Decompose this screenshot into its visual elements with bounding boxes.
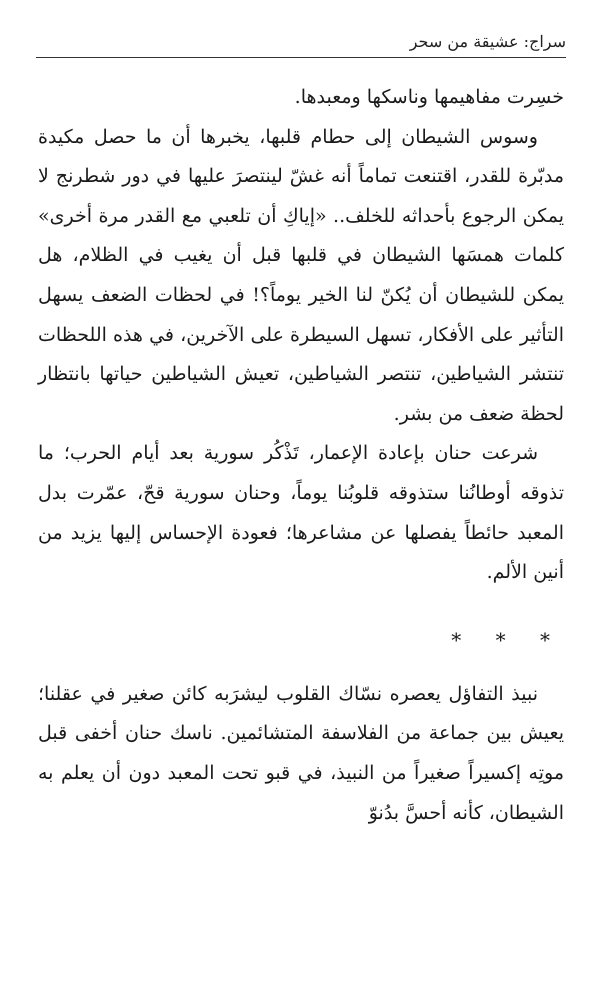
running-title: سراج: عشيقة من سحر xyxy=(409,32,566,51)
section-separator: * * * xyxy=(451,627,564,652)
paragraph-2: وسوس الشيطان إلى حطام قلبها، يخبرها أن ما حصل مكيدة مدبّرة للقدر، اقتنعت تماماً أنه غشّ لينتصرَ عليها في دور شطرنج لا يمكن الرجوع بأحداثه للخلف.. «إياكِ أن تلعبي مع القدر مرة أخرى» كلمات همسَها الشيطان في قلبها قبل أن يغيب في الظلام، هل يمكن للشيطان أن يُكنّ لنا الخير يوماً؟! في لحظات الضعف يسهل التأثير على الأفكار، تسهل السيطرة على الآخرين، في هذه اللحظات تنتشر الشياطين، تنتصر الشياطين، تعيش الشياطين حياتها بانتظار لحظة ضعف من بشر. xyxy=(38,125,564,425)
paragraph-4: نبيذ التفاؤل يعصره نسّاك القلوب ليشرَبه كائن صغير في عقلنا؛ يعيش بين جماعة من الفلاسفة المتشائمين. ناسك حنان أخفى قبل موتِه إكسيراً صغيراً من النبيذ، في قبو تحت المعبد دون أن يعلم به الشيطان، كأنه أحسَّ بدُنوّ xyxy=(38,682,564,824)
paragraph-3: شرعت حنان بإعادة الإعمار، تَذْكُر سورية بعد أيام الحرب؛ ما تذوقه أوطانُنا ستذوقه قلوبُنا يوماً، وحنان سورية قحّ، عمّرت بدل المعبد حائطاً يفصلها عن مشاعرها؛ فعودة الإحساس إليها يزيد من أنين الألم. xyxy=(38,442,564,584)
page-body xyxy=(38,78,564,833)
paragraph-1: خسِرت مفاهيمها وناسكها ومعبدها. xyxy=(294,86,564,108)
running-header xyxy=(36,28,566,58)
